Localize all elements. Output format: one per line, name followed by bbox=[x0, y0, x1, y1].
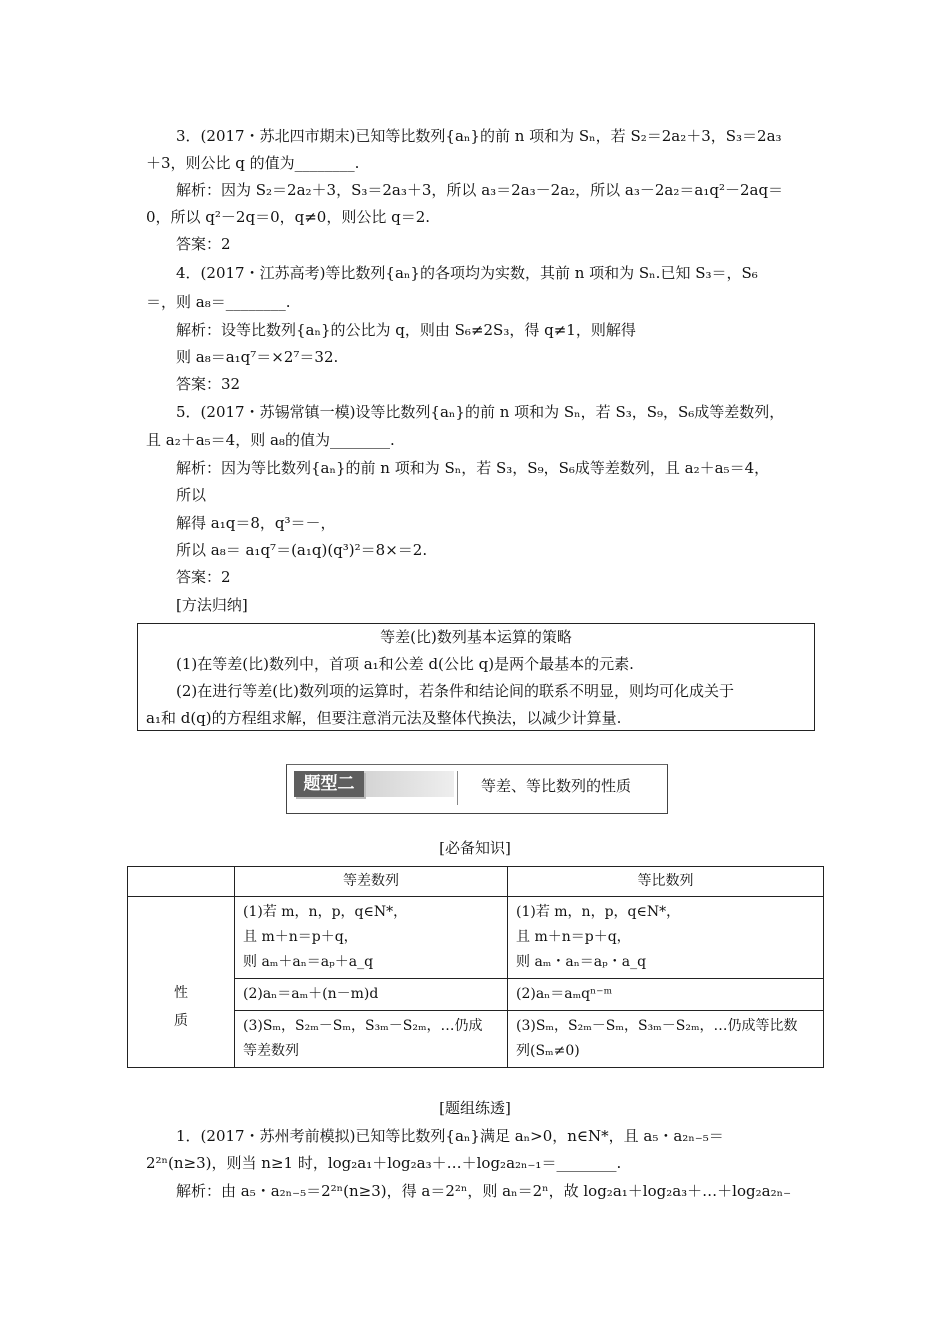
problem-5-solution-line4: 所以 a₈＝ a₁q⁷＝(a₁q)(q³)²＝8×＝2. bbox=[176, 541, 428, 559]
cell-line: 列(Sₘ≠0) bbox=[516, 1043, 580, 1059]
problem-3-solution-line1: 解析：因为 S₂＝2a₂＋3，S₃＝2a₃＋3，所以 a₃＝2a₃－2a₂，所以 a₃－2a₂＝a₁q²－2aq＝ bbox=[176, 181, 784, 199]
problem-4-answer: 答案：32 bbox=[176, 375, 241, 393]
section-title: 等差、等比数列的性质 bbox=[481, 777, 632, 795]
problem-4-solution-line1: 解析：设等比数列{aₙ}的公比为 q，则由 S₆≠2S₃，得 q≠1，则解得 bbox=[176, 321, 636, 339]
practice-label: [题组练透] bbox=[439, 1099, 511, 1117]
problem-5-solution-line2: 所以 bbox=[176, 486, 207, 504]
table-side-label bbox=[128, 897, 235, 1068]
problem-5-answer: 答案：2 bbox=[176, 568, 231, 586]
method-summary-label: [方法归纳] bbox=[176, 596, 248, 614]
table-header-geometric: 等比数列 bbox=[508, 867, 824, 897]
cell-line: (1)若 m，n，p，q∈N*， bbox=[243, 904, 408, 920]
problem-5-solution-line3: 解得 a₁q＝8，q³＝－， bbox=[176, 514, 336, 532]
problem-5-solution-line1: 解析：因为等比数列{aₙ}的前 n 项和为 Sₙ，若 S₃，S₉，S₆成等差数列，且 a₂＋a₅＝4， bbox=[176, 459, 770, 477]
table-header-arithmetic: 等差数列 bbox=[235, 867, 508, 897]
banner-divider bbox=[457, 771, 458, 805]
question-1-statement-line2: 2²ⁿ(n≥3)，则当 n≥1 时，log₂a₁＋log₂a₃＋…＋log₂a₂ₙ₋₁＝________. bbox=[146, 1154, 622, 1172]
table-header-row bbox=[128, 867, 824, 897]
problem-4-statement-line1: 4．(2017・江苏高考)等比数列{aₙ}的各项均为实数，其前 n 项和为 Sₙ.已知 S₃＝，S₆ bbox=[176, 264, 758, 282]
knowledge-label: [必备知识] bbox=[439, 839, 511, 857]
cell-line: 且 m＋n＝p＋q， bbox=[516, 929, 631, 945]
method-box-title: 等差(比)数列基本运算的策略 bbox=[380, 628, 572, 646]
problem-3-statement-line1: 3．(2017・苏北四市期末)已知等比数列{aₙ}的前 n 项和为 Sₙ，若 S₂＝2a₂＋3，S₃＝2a₃ bbox=[176, 127, 782, 145]
cell-line: (3)Sₘ，S₂ₘ－Sₘ，S₃ₘ－S₂ₘ，…仍成 bbox=[243, 1018, 483, 1034]
badge-gradient bbox=[364, 771, 454, 797]
method-summary-box bbox=[137, 623, 815, 731]
table-header-blank bbox=[128, 867, 235, 897]
table-cell-geo-prop2: (2)aₙ＝aₘqⁿ⁻ᵐ bbox=[508, 979, 824, 1011]
cell-line: (1)若 m，n，p，q∈N*， bbox=[516, 904, 681, 920]
problem-3-statement-line2: ＋3，则公比 q 的值为________. bbox=[146, 154, 360, 172]
question-1-solution-line1: 解析：由 a₅・a₂ₙ₋₅＝2²ⁿ(n≥3)，得 a＝2²ⁿ，则 aₙ＝2ⁿ，故 log₂a₁＋log₂a₃＋…＋log₂a₂ₙ₋ bbox=[176, 1182, 791, 1200]
side-label-char1: 性 bbox=[174, 985, 188, 1001]
problem-5-statement-line1: 5．(2017・苏锡常镇一模)设等比数列{aₙ}的前 n 项和为 Sₙ，若 S₃，S₉，S₆成等差数列， bbox=[176, 403, 785, 421]
method-box-line3: a₁和 d(q)的方程组求解，但要注意消元法及整体代换法，以减少计算量. bbox=[146, 709, 622, 727]
cell-line: 则 aₘ・aₙ＝aₚ・a_q bbox=[516, 954, 647, 970]
problem-3-answer: 答案：2 bbox=[176, 235, 231, 253]
method-box-line2: (2)在进行等差(比)数列项的运算时，若条件和结论间的联系不明显，则均可化成关于 bbox=[176, 682, 734, 700]
side-label-char2: 质 bbox=[174, 1013, 188, 1029]
problem-4-statement-line2: ＝，则 a₈＝________. bbox=[146, 293, 291, 311]
table-row bbox=[128, 897, 824, 979]
problem-5-statement-line2: 且 a₂＋a₅＝4，则 a₈的值为________. bbox=[146, 431, 395, 449]
table-cell-geo-prop1 bbox=[508, 897, 824, 979]
method-box-line1: (1)在等差(比)数列中，首项 a₁和公差 d(公比 q)是两个最基本的元素. bbox=[176, 655, 634, 673]
cell-line: 则 aₘ＋aₙ＝aₚ＋a_q bbox=[243, 954, 374, 970]
table-cell-arith-prop1 bbox=[235, 897, 508, 979]
table-cell-arith-prop2: (2)aₙ＝aₘ＋(n－m)d bbox=[235, 979, 508, 1011]
section-banner bbox=[286, 764, 668, 814]
cell-line: (3)Sₘ，S₂ₘ－Sₘ，S₃ₘ－S₂ₘ，…仍成等比数 bbox=[516, 1018, 798, 1034]
properties-table bbox=[127, 866, 824, 1068]
cell-line: 等差数列 bbox=[243, 1043, 299, 1059]
cell-line: 且 m＋n＝p＋q， bbox=[243, 929, 358, 945]
section-badge: 题型二 bbox=[294, 771, 364, 797]
question-1-statement-line1: 1．(2017・苏州考前模拟)已知等比数列{aₙ}满足 aₙ>0，n∈N*，且 a₅・a₂ₙ₋₅＝ bbox=[176, 1127, 724, 1145]
table-cell-geo-prop3 bbox=[508, 1011, 824, 1068]
table-cell-arith-prop3 bbox=[235, 1011, 508, 1068]
problem-3-solution-line2: 0，所以 q²－2q＝0，q≠0，则公比 q＝2. bbox=[146, 208, 431, 226]
problem-4-solution-line2: 则 a₈＝a₁q⁷＝×2⁷＝32. bbox=[176, 348, 339, 366]
